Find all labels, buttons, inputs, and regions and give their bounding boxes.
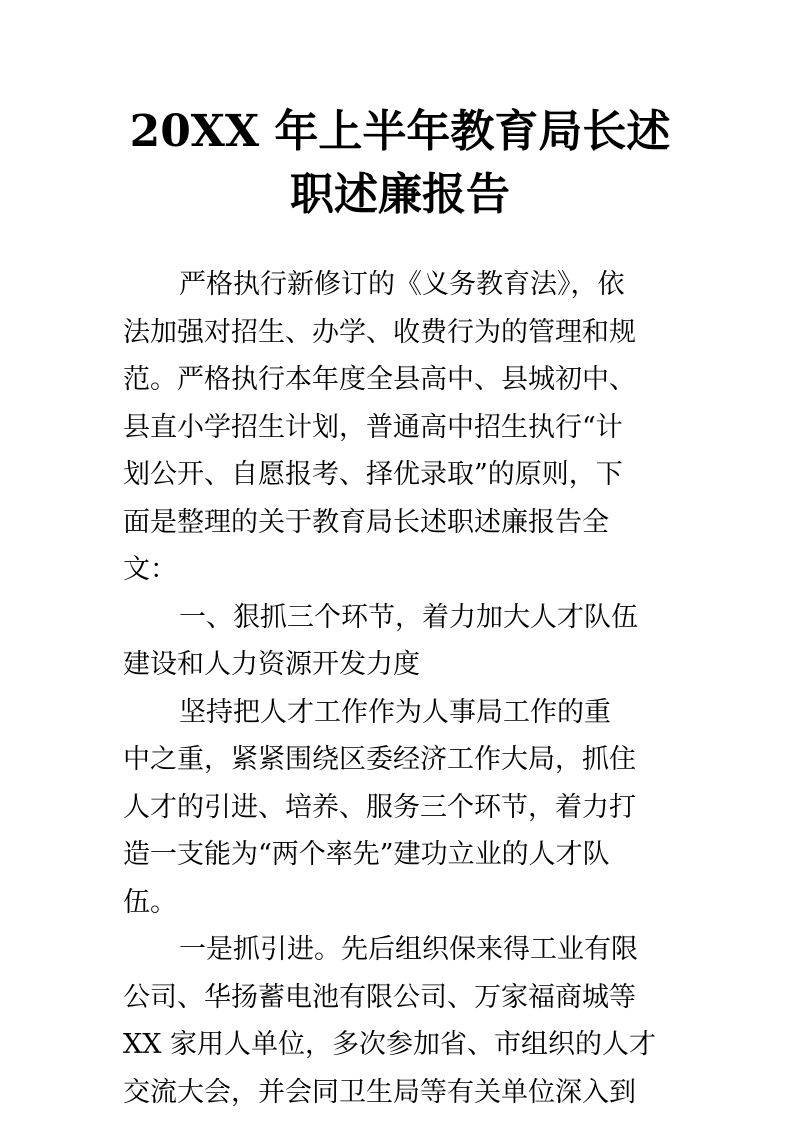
- section-heading-line: 一、狠抓三个环节，着力加大人才队伍: [179, 601, 638, 633]
- paragraph-line: 严格执行新修订的《义务教育法》，依: [179, 269, 625, 300]
- paragraph-line: 人才的引进、培养、服务三个环节，着力打: [123, 791, 636, 823]
- paragraph-line: 划公开、自愿报考、择优录取”的原则，下: [123, 459, 623, 490]
- paragraph-line: 中之重，紧紧围绕区委经济工作大局，抓住: [123, 744, 636, 775]
- paragraph-line: 文：: [123, 554, 177, 585]
- paragraph-line: 交流大会，并会同卫生局等有关单位深入到: [123, 1076, 636, 1108]
- paragraph-line: 伍。: [123, 886, 177, 918]
- paragraph-line: 面是整理的关于教育局长述职述廉报告全: [123, 506, 609, 538]
- paragraph-line: 公司、华扬蓄电池有限公司、万家福商城等: [123, 981, 636, 1013]
- paragraph-line: 法加强对招生、办学、收费行为的管理和规: [123, 316, 636, 348]
- paragraph-line: 造一支能为“两个率先”建功立业的人才队: [123, 839, 610, 870]
- document-body: [123, 261, 683, 1116]
- section-heading-line: 建设和人力资源开发力度: [123, 649, 420, 680]
- paragraph-line: XX 家用人单位，多次参加省、市组织的人才: [123, 1029, 657, 1060]
- paragraph-line: 县直小学招生计划，普通高中招生执行“计: [123, 411, 623, 443]
- paragraph-line: 坚持把人才工作作为人事局工作的重: [179, 696, 611, 728]
- document-title: [100, 100, 700, 226]
- title-line-1: 20XX 年上半年教育局长述: [129, 106, 671, 157]
- paragraph-line: 一是抓引进。先后组织保来得工业有限: [179, 934, 638, 965]
- title-line-2: 职述廉报告: [290, 169, 510, 220]
- paragraph-line: 范。严格执行本年度全县高中、县城初中、: [123, 364, 636, 395]
